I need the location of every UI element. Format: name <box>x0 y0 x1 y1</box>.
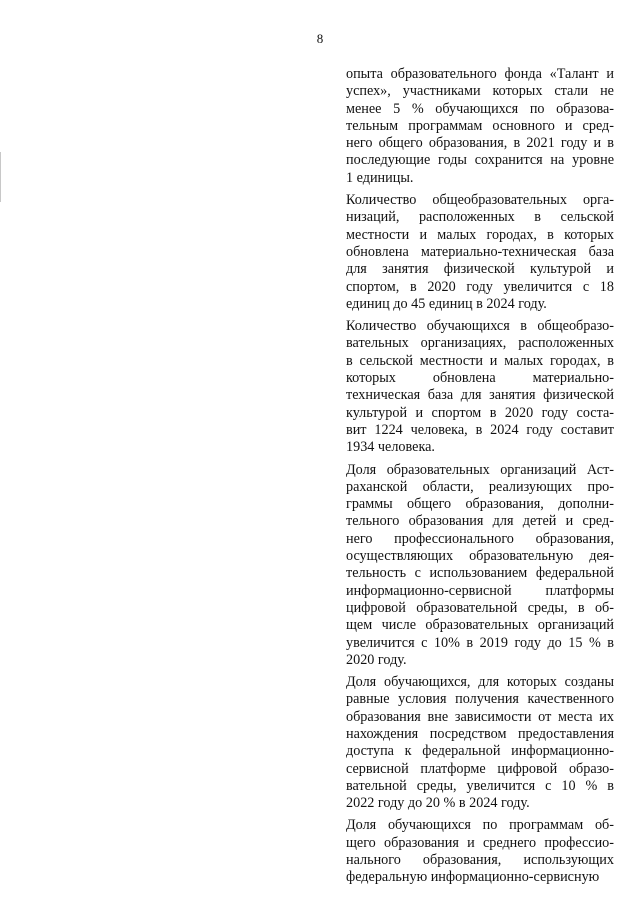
text-line: Доля обучающихся по программам об- <box>346 817 614 834</box>
text-line: для занятия физической культурой и <box>346 261 614 278</box>
text-line: 2020 году. <box>346 651 407 668</box>
text-line: спортом, в 2020 году увеличится с 18 <box>346 278 614 295</box>
text-line: тельным программам основного и сред- <box>346 117 614 134</box>
text-line: в сельской местности и малых городах, в <box>346 352 614 369</box>
text-line: него профессионального образования, <box>346 530 614 547</box>
text-line: низаций, расположенных в сельской <box>346 209 614 226</box>
text-line: менее 5 % обучающихся по образова- <box>346 100 614 117</box>
text-line: нахождения посредством предоставления <box>346 725 614 742</box>
text-line: нального образования, использующих <box>346 852 614 869</box>
text-line: опыта образовательного фонда «Талант и <box>346 66 614 82</box>
text-line: Количество обучающихся в общеобразо- <box>346 318 614 335</box>
paragraph <box>346 66 614 187</box>
text-line: него общего образования, в 2021 году и в <box>346 135 614 152</box>
document-body <box>346 66 614 887</box>
text-line: Количество общеобразовательных орга- <box>346 192 614 209</box>
text-line: вательных организациях, расположенных <box>346 335 614 352</box>
text-line: местности и малых городах, в которых <box>346 226 614 243</box>
text-line: которых обновлена материально- <box>346 370 614 387</box>
text-line: доступа к федеральной информационно- <box>346 743 614 760</box>
text-line: щего образования и среднего профессио- <box>346 834 614 851</box>
text-line: культурой и спортом в 2020 году соста- <box>346 404 614 421</box>
text-line: Доля образовательных организаций Аст- <box>346 461 614 478</box>
scan-edge-mark <box>0 152 1 202</box>
text-line: тельность с использованием федеральной <box>346 565 614 582</box>
text-line: федеральную информационно-сервисную <box>346 869 600 886</box>
text-line: равные условия получения качественного <box>346 691 614 708</box>
text-line: осуществляющих образовательную дея- <box>346 548 614 565</box>
text-line: тельного образования для детей и сред- <box>346 513 614 530</box>
text-line: сервисной платформе цифровой образо- <box>346 760 614 777</box>
text-line: техническая база для занятия физической <box>346 387 614 404</box>
text-line: последующие годы сохранится на уровне <box>346 152 614 169</box>
text-line: успех», участниками которых стали не <box>346 83 614 100</box>
paragraph <box>346 192 614 313</box>
text-line: обновлена материально-техническая база <box>346 243 614 260</box>
text-line: вательной среды, увеличится с 10 % в <box>346 777 614 794</box>
paragraph <box>346 674 614 812</box>
text-line: 1 единицы. <box>346 169 414 186</box>
page-number: 8 <box>316 31 324 46</box>
text-line: 1934 человека. <box>346 439 435 456</box>
text-line: единиц до 45 единиц в 2024 году. <box>346 295 547 312</box>
text-line: граммы общего образования, дополни- <box>346 496 614 513</box>
text-line: 2022 году до 20 % в 2024 году. <box>346 795 530 812</box>
text-line: вит 1224 человека, в 2024 году составит <box>346 421 614 438</box>
paragraph <box>346 462 614 670</box>
text-line: раханской области, реализующих про- <box>346 478 614 495</box>
text-line: увеличится с 10% в 2019 году до 15 % в <box>346 634 614 651</box>
text-line: образования вне зависимости от места их <box>346 708 614 725</box>
paragraph <box>346 318 614 456</box>
text-line: щем числе образовательных организаций <box>346 617 614 634</box>
paragraph <box>346 817 614 886</box>
text-line: информационно-сервисной платформы <box>346 582 614 599</box>
text-line: цифровой образовательной среды, в об- <box>346 599 614 616</box>
text-line: Доля обучающихся, для которых созданы <box>346 674 614 691</box>
